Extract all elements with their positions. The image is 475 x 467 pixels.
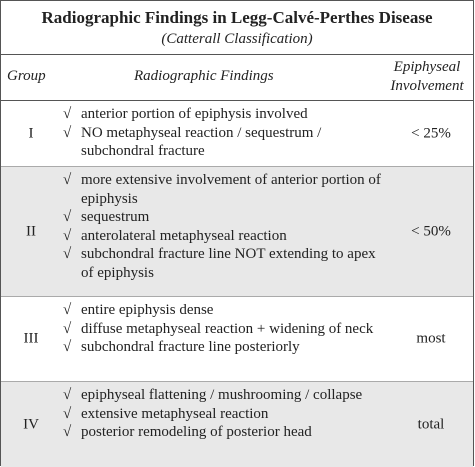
involvement-value: < 50%	[411, 223, 451, 240]
check-icon: √	[63, 209, 72, 226]
involvement-value: total	[417, 416, 445, 433]
findings-list	[63, 105, 381, 161]
finding-item	[63, 386, 381, 405]
finding-item	[63, 245, 381, 282]
table-row-group-4	[1, 382, 473, 467]
finding-item	[63, 227, 381, 246]
finding-text: anterolateral metaphyseal reaction	[81, 227, 287, 244]
finding-item	[63, 338, 381, 357]
check-icon: √	[63, 227, 72, 244]
finding-text: epiphyseal flattening / mushrooming / collapse	[81, 387, 363, 403]
group-label: IV	[23, 416, 39, 433]
finding-text: entire epiphysis dense	[81, 302, 214, 318]
check-icon: √	[63, 124, 72, 141]
finding-item	[63, 171, 381, 208]
table-row-group-1	[1, 101, 473, 167]
check-icon: √	[63, 387, 72, 403]
check-icon: √	[63, 246, 72, 263]
check-icon: √	[63, 424, 72, 441]
finding-text: posterior remodeling of posterior head	[81, 424, 312, 441]
header-group: Group	[7, 68, 46, 84]
table-row-group-2	[1, 167, 473, 297]
finding-text: NO metaphyseal reaction / sequestrum / subchondral fracture	[81, 124, 322, 160]
header-row	[1, 55, 473, 101]
finding-item	[63, 405, 381, 424]
group-label: I	[28, 125, 34, 142]
table-subtitle: (Catterall Classification)	[161, 31, 313, 47]
finding-text: subchondral fracture line NOT extending to apex of epiphysis	[81, 246, 376, 281]
finding-text: anterior portion of epiphysis involved	[81, 106, 308, 122]
finding-item	[63, 320, 381, 339]
findings-list	[63, 171, 381, 283]
header-epiphyseal-involvement	[383, 58, 471, 96]
findings-list	[63, 301, 381, 357]
finding-item	[63, 124, 381, 161]
finding-text: extensive metaphyseal reaction	[81, 405, 269, 422]
header-findings: Radiographic Findings	[134, 68, 274, 84]
group-label: III	[23, 330, 39, 347]
finding-text: sequestrum	[81, 209, 150, 226]
header-epiphyseal-line2: Involvement	[390, 78, 464, 94]
finding-text: diffuse metaphyseal reaction + widening of neck	[81, 320, 374, 337]
finding-item	[63, 423, 381, 442]
finding-text: subchondral fracture line posteriorly	[81, 339, 300, 356]
check-icon: √	[63, 172, 72, 188]
check-icon: √	[63, 320, 72, 337]
involvement-value: < 25%	[411, 125, 451, 142]
check-icon: √	[63, 405, 72, 422]
group-label: II	[26, 223, 36, 240]
check-icon: √	[63, 339, 72, 356]
table-title-box	[1, 1, 473, 55]
finding-item	[63, 301, 381, 320]
finding-item	[63, 208, 381, 227]
finding-item	[63, 105, 381, 124]
check-icon: √	[63, 302, 72, 318]
table-title: Radiographic Findings in Legg-Calvé-Perthes Disease	[41, 8, 433, 27]
header-epiphyseal-line1: Epiphyseal	[393, 59, 461, 75]
findings-list	[63, 386, 381, 442]
table-row-group-3	[1, 297, 473, 382]
finding-text: more extensive involvement of anterior portion of epiphysis	[81, 172, 381, 207]
involvement-value: most	[416, 330, 446, 347]
check-icon: √	[63, 106, 72, 122]
